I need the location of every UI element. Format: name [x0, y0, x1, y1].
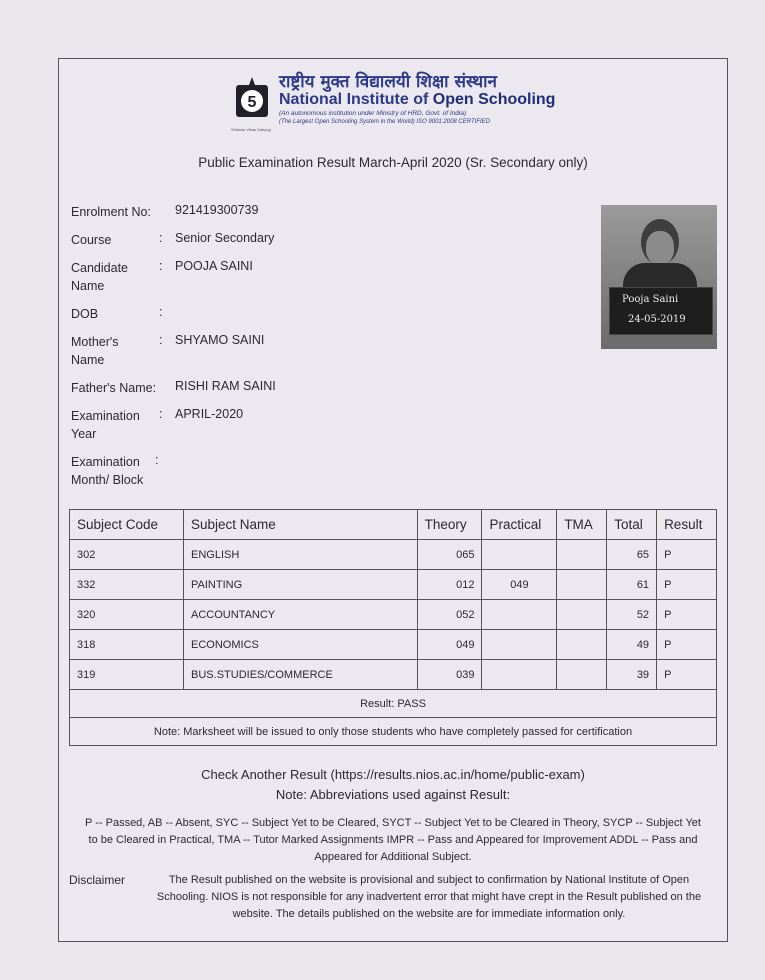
subject-name-cell: ACCOUNTANCY [184, 600, 418, 630]
marksheet-note: Note: Marksheet will be issued to only those students who have completely passed for certification [70, 718, 717, 746]
header-tma: TMA [557, 510, 607, 540]
colon: : [159, 305, 163, 319]
exam-month-label: Examination Month/ Block [71, 455, 144, 487]
svg-text:5: 5 [247, 94, 257, 111]
total-cell: 65 [607, 540, 657, 570]
result-cell: P [657, 540, 717, 570]
subject-name-cell: ECONOMICS [184, 630, 418, 660]
practical-cell [482, 600, 557, 630]
institute-english-name: National Institute of Open Schooling [279, 91, 556, 108]
overall-result-row [70, 690, 717, 718]
header-practical: Practical [482, 510, 557, 540]
enrolment-label: Enrolment No: [71, 205, 151, 219]
colon: : [159, 259, 163, 273]
subject-code-cell: 320 [70, 600, 184, 630]
tma-cell [557, 630, 607, 660]
subject-code-cell: 302 [70, 540, 184, 570]
course-label: Course [71, 233, 112, 247]
marksheet-note-row [70, 718, 717, 746]
header-subject-code: Subject Code [70, 510, 184, 540]
subject-code-cell: 332 [70, 570, 184, 600]
check-result-url: (https://results.nios.ac.in/home/public-exam) [326, 767, 585, 782]
subject-name-cell: PAINTING [184, 570, 418, 600]
exam-year-label: Examination Year [71, 409, 140, 441]
subject-name-cell: ENGLISH [184, 540, 418, 570]
colon: : [159, 333, 163, 347]
check-another-result-link[interactable]: Check Another Result [201, 767, 327, 782]
practical-cell [482, 630, 557, 660]
check-another-result [59, 767, 727, 782]
table-row [70, 630, 717, 660]
colon: : [155, 453, 159, 467]
result-cell: P [657, 600, 717, 630]
photo-board-name: Pooja Saini [622, 294, 679, 305]
candidate-name-value: POOJA SAINI [175, 259, 253, 273]
logo-tagline: Shiksha Vikas Sahyog [231, 127, 271, 132]
disclaimer-text: The Result published on the website is provisional and subject to confirmation by National Institute of Open Schooling. NIOS is not responsible for any inadvertent error that might have crept in the Result published on the website. The details published on the website are for immediate information only. [156, 874, 702, 920]
photo-name-board [609, 287, 713, 335]
practical-cell: 049 [482, 570, 557, 600]
colon: : [159, 407, 163, 421]
mother-name-value: SHYAMO SAINI [175, 333, 265, 347]
table-header-row [70, 510, 717, 540]
subject-code-cell: 319 [70, 660, 184, 690]
father-name-label: Father's Name: [71, 381, 157, 395]
header-subject-name: Subject Name [184, 510, 418, 540]
nios-logo-icon [234, 75, 270, 125]
total-cell: 49 [607, 630, 657, 660]
page-title: Public Examination Result March-April 2020 (Sr. Secondary only) [198, 155, 588, 170]
institute-subtitle: (An autonomous institution under Ministry of HRD, Govt. of India) [279, 110, 467, 117]
result-table [69, 509, 717, 746]
result-cell: P [657, 570, 717, 600]
result-cell: P [657, 630, 717, 660]
exam-year-value: APRIL-2020 [175, 407, 244, 421]
header-theory: Theory [417, 510, 482, 540]
table-row [70, 600, 717, 630]
header-total: Total [607, 510, 657, 540]
subject-code-cell: 318 [70, 630, 184, 660]
tma-cell [557, 600, 607, 630]
institute-header [231, 69, 574, 132]
enrolment-value: 921419300739 [175, 203, 259, 217]
disclaimer-label: Disclaimer [69, 873, 126, 887]
total-cell: 61 [607, 570, 657, 600]
tma-cell [557, 540, 607, 570]
abbreviations-text: P -- Passed, AB -- Absent, SYC -- Subject Yet to be Cleared, SYCT -- Subject Yet to be Cleared in Theory, SYCP -- Subject Yet to be Cleared in Practical, TMA -- Tutor Marked Assignments IMPR -- Pass and Appeared for Improvement ADDL -- Pass and Appeared for Additional Subject. [85, 817, 701, 863]
theory-cell: 049 [417, 630, 482, 660]
colon: : [159, 231, 163, 245]
theory-cell: 065 [417, 540, 482, 570]
course-value: Senior Secondary [175, 231, 275, 245]
practical-cell [482, 660, 557, 690]
dob-label: DOB [71, 307, 99, 321]
result-cell: P [657, 660, 717, 690]
candidate-name-label: Candidate Name [71, 261, 128, 293]
mother-name-label: Mother's Name [71, 335, 119, 367]
candidate-photo [601, 205, 717, 349]
total-cell: 52 [607, 600, 657, 630]
table-row [70, 570, 717, 600]
table-row [70, 660, 717, 690]
overall-result: Result: PASS [70, 690, 717, 718]
theory-cell: 012 [417, 570, 482, 600]
abbreviations-heading: Note: Abbreviations used against Result: [275, 787, 511, 802]
tma-cell [557, 660, 607, 690]
theory-cell: 039 [417, 660, 482, 690]
institute-hindi-name: राष्ट्रीय मुक्त विद्यालयी शिक्षा संस्थान [279, 72, 497, 92]
photo-face [646, 231, 674, 265]
theory-cell: 052 [417, 600, 482, 630]
total-cell: 39 [607, 660, 657, 690]
father-name-value: RISHI RAM SAINI [175, 379, 276, 393]
tma-cell [557, 570, 607, 600]
institute-certification: (The Largest Open Schooling System in the World) ISO 9001:2008 CERTIFIED [279, 119, 490, 125]
subject-name-cell: BUS.STUDIES/COMMERCE [184, 660, 418, 690]
result-sheet [58, 58, 728, 942]
practical-cell [482, 540, 557, 570]
header-result: Result [657, 510, 717, 540]
photo-board-date: 24-05-2019 [628, 314, 686, 325]
table-row [70, 540, 717, 570]
